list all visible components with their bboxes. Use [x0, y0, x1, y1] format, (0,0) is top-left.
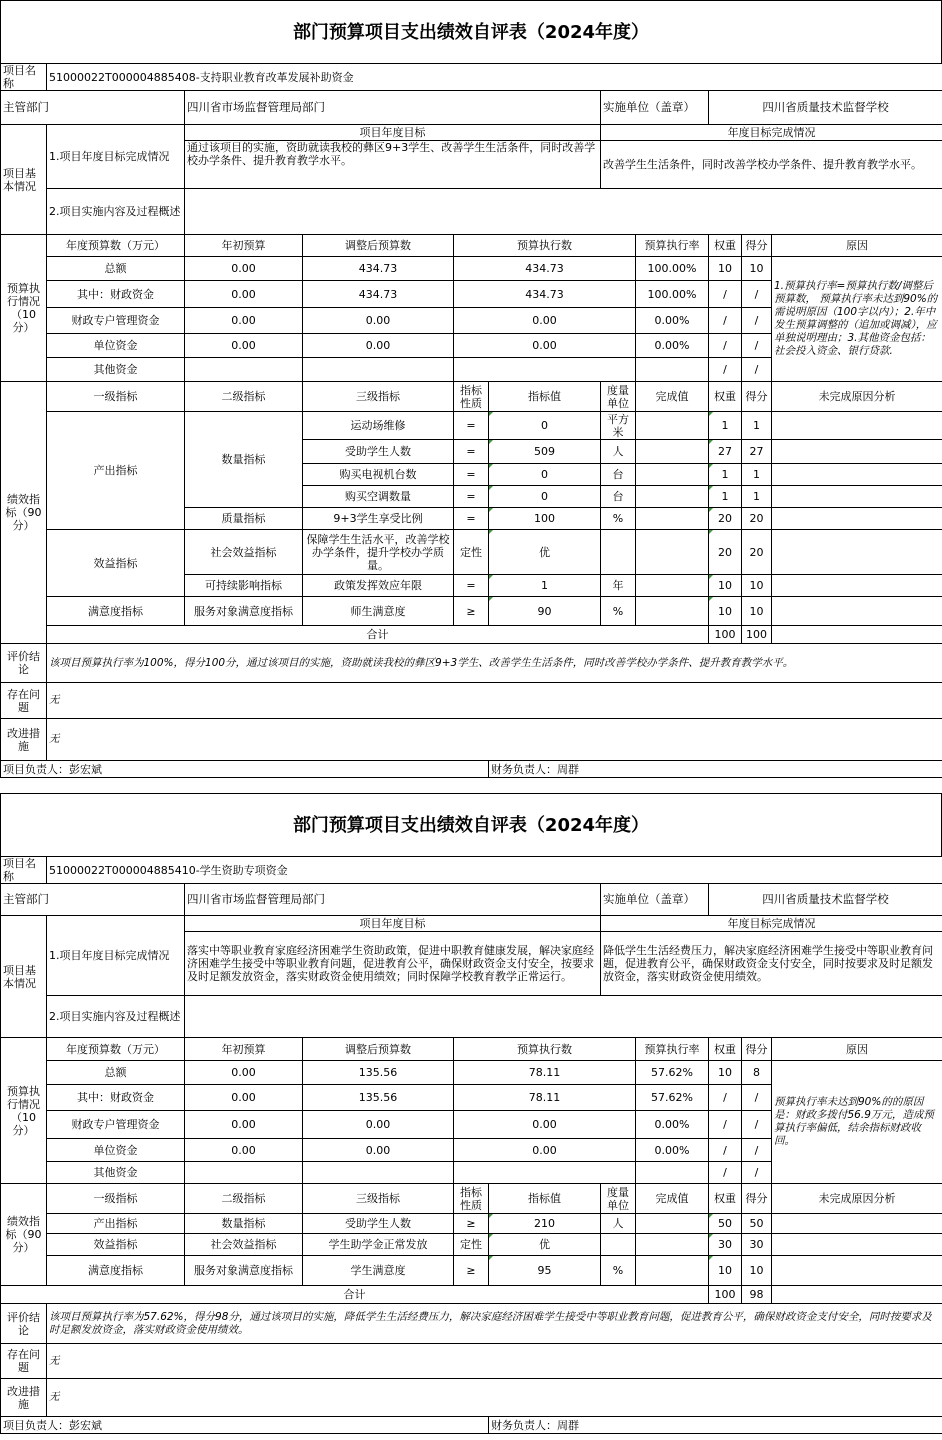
initial-budget-cell: 0.00: [185, 1061, 303, 1085]
exec-amount-cell: 78.11: [454, 1085, 636, 1111]
ind-value-cell: 0: [489, 486, 601, 508]
label-lvl2: 二级指标: [185, 382, 303, 412]
label-nature: 指标性质: [454, 382, 489, 412]
done-cell: [636, 412, 709, 440]
score-cell: /: [742, 1085, 772, 1111]
exec-rate-cell: 0.00%: [636, 1139, 709, 1162]
total-score: 98: [742, 1286, 772, 1304]
evaluation-table: [0, 63, 942, 778]
budget-row-label: 其中：财政资金: [47, 281, 185, 308]
label-initial-budget: 年初预算: [185, 235, 303, 257]
nature-cell: =: [454, 508, 489, 530]
ind-value-cell: 90: [489, 597, 601, 626]
weight-cell: 30: [709, 1234, 742, 1256]
adjusted-budget-cell: 135.56: [303, 1085, 454, 1111]
nature-cell: =: [454, 440, 489, 464]
done-cell: [636, 464, 709, 486]
finance-manager: 财务负责人：周群: [489, 761, 942, 778]
measures-text: 无: [47, 1379, 942, 1417]
score-cell: 1: [742, 412, 772, 440]
budget-row-label: 财政专户管理资金: [47, 1111, 185, 1139]
unit-cell: 台: [601, 486, 636, 508]
weight-cell: 10: [709, 597, 742, 626]
ind-value-cell: 1: [489, 575, 601, 597]
label-impl-content: 2.项目实施内容及过程概述: [47, 189, 185, 235]
unfinished-cell: [772, 412, 942, 440]
initial-budget-cell: 0.00: [185, 308, 303, 334]
ind-value-cell: 0: [489, 412, 601, 440]
label-goal-status: 年度目标完成情况: [601, 125, 942, 141]
label-goal-status: 年度目标完成情况: [601, 916, 942, 932]
label-annual-goal: 项目年度目标: [185, 916, 601, 932]
weight-cell: /: [709, 1111, 742, 1139]
lvl2-cell: 社会效益指标: [185, 1234, 303, 1256]
unit-cell: %: [601, 597, 636, 626]
lvl2-cell: 数量指标: [185, 412, 303, 508]
nature-cell: ≥: [454, 597, 489, 626]
lvl1-cell: 产出指标: [47, 412, 185, 530]
lvl3-cell: 购买电视机台数: [303, 464, 454, 486]
label-impl-unit: 实施单位（盖章）: [601, 91, 709, 125]
initial-budget-cell: [185, 358, 303, 382]
label-weight: 权重: [709, 382, 742, 412]
lvl1-cell: 产出指标: [47, 1214, 185, 1234]
total-weight: 100: [709, 626, 742, 644]
unit-cell: [601, 530, 636, 575]
label-problems: 存在问题: [1, 683, 47, 719]
lvl2-cell: 服务对象满意度指标: [185, 597, 303, 626]
lvl3-cell: 保障学生生活水平，改善学校办学条件，提升学校办学质量。: [303, 530, 454, 575]
done-cell: [636, 1256, 709, 1286]
dept-value: 四川省市场监督管理局部门: [185, 91, 601, 125]
finance-manager: 财务负责人：周群: [489, 1417, 942, 1434]
initial-budget-cell: 0.00: [185, 1139, 303, 1162]
label-perf: 绩效指标（90分）: [1, 1184, 47, 1286]
label-exec-amount: 预算执行数: [454, 235, 636, 257]
label-unfinished: 未完成原因分析: [772, 382, 942, 412]
nature-cell: =: [454, 412, 489, 440]
score-cell: /: [742, 281, 772, 308]
annual-goal-text: 通过该项目的实施，资助就读我校的彝区9+3学生、改善学生生活条件，同时改善学校办学条件、提升教育教学水平。: [185, 141, 601, 189]
total-blank: [772, 1286, 942, 1304]
ind-value-cell: 95: [489, 1256, 601, 1286]
label-budget-amount: 年度预算数（万元）: [47, 235, 185, 257]
label-unit: 度量单位: [601, 1184, 636, 1214]
weight-cell: /: [709, 1162, 742, 1184]
budget-row-label: 单位资金: [47, 1139, 185, 1162]
project-manager: 项目负责人：彭宏斌: [1, 761, 489, 778]
exec-amount-cell: 78.11: [454, 1061, 636, 1085]
exec-amount-cell: 0.00: [454, 308, 636, 334]
ind-value-cell: 优: [489, 530, 601, 575]
done-cell: [636, 440, 709, 464]
nature-cell: ≥: [454, 1214, 489, 1234]
sheet-title: 部门预算项目支出绩效自评表（2024年度）: [0, 793, 942, 856]
unit-cell: %: [601, 1256, 636, 1286]
budget-reason-text: 预算执行率未达到90%的的原因是：财政多拨付56.9万元，造成预算执行率偏低，结余指标财政收回。: [772, 1061, 942, 1184]
label-adjusted-budget: 调整后预算数: [303, 1038, 454, 1061]
weight-cell: 1: [709, 412, 742, 440]
label-completed: 完成值: [636, 382, 709, 412]
unfinished-cell: [772, 1214, 942, 1234]
label-budget-exec: 预算执行情况（10分）: [1, 1038, 47, 1184]
evaluation-text: 该项目预算执行率为57.62%，得分98分，通过该项目的实施，降低学生生活经费压力，解决家庭经济困难学生接受中等职业教育问题，促进教育公平，确保财政资金支付安全，同时按要求及时足额发放资金，落实财政资金使用绩效。: [47, 1304, 942, 1344]
lvl3-cell: 受助学生人数: [303, 1214, 454, 1234]
total-score: 100: [742, 626, 772, 644]
lvl2-cell: 服务对象满意度指标: [185, 1256, 303, 1286]
score-cell: /: [742, 308, 772, 334]
unfinished-cell: [772, 575, 942, 597]
adjusted-budget-cell: [303, 1162, 454, 1184]
score-cell: 30: [742, 1234, 772, 1256]
score-cell: /: [742, 334, 772, 358]
weight-cell: 10: [709, 257, 742, 281]
label-score: 得分: [742, 235, 772, 257]
label-total: 合计: [47, 626, 709, 644]
lvl3-cell: 受助学生人数: [303, 440, 454, 464]
label-nature: 指标性质: [454, 1184, 489, 1214]
adjusted-budget-cell: 0.00: [303, 1139, 454, 1162]
unit-cell: [601, 1234, 636, 1256]
label-weight: 权重: [709, 1038, 742, 1061]
label-unit: 度量单位: [601, 382, 636, 412]
label-unfinished: 未完成原因分析: [772, 1184, 942, 1214]
label-budget-amount: 年度预算数（万元）: [47, 1038, 185, 1061]
label-perf: 绩效指标（90分）: [1, 382, 47, 644]
label-project-name: 项目名称: [1, 64, 47, 91]
exec-rate-cell: 0.00%: [636, 334, 709, 358]
label-exec-rate: 预算执行率: [636, 1038, 709, 1061]
nature-cell: =: [454, 464, 489, 486]
ind-value-cell: 0: [489, 464, 601, 486]
weight-cell: 20: [709, 508, 742, 530]
adjusted-budget-cell: 434.73: [303, 257, 454, 281]
initial-budget-cell: 0.00: [185, 1085, 303, 1111]
adjusted-budget-cell: 0.00: [303, 1111, 454, 1139]
score-cell: 27: [742, 440, 772, 464]
label-exec-amount: 预算执行数: [454, 1038, 636, 1061]
lvl3-cell: 政策发挥效应年限: [303, 575, 454, 597]
exec-rate-cell: 57.62%: [636, 1085, 709, 1111]
exec-amount-cell: 0.00: [454, 334, 636, 358]
label-weight: 权重: [709, 235, 742, 257]
adjusted-budget-cell: 434.73: [303, 281, 454, 308]
unit-cell: %: [601, 508, 636, 530]
exec-rate-cell: 57.62%: [636, 1061, 709, 1085]
weight-cell: /: [709, 358, 742, 382]
exec-amount-cell: 0.00: [454, 1111, 636, 1139]
lvl3-cell: 运动场维修: [303, 412, 454, 440]
exec-amount-cell: [454, 358, 636, 382]
unfinished-cell: [772, 464, 942, 486]
label-ind-value: 指标值: [489, 1184, 601, 1214]
unfinished-cell: [772, 597, 942, 626]
exec-rate-cell: 0.00%: [636, 1111, 709, 1139]
label-evaluation: 评价结论: [1, 1304, 47, 1344]
impl-unit-value: 四川省质量技术监督学校: [709, 884, 942, 916]
lvl2-cell: 可持续影响指标: [185, 575, 303, 597]
unit-cell: 年: [601, 575, 636, 597]
adjusted-budget-cell: 135.56: [303, 1061, 454, 1085]
label-dept: 主管部门: [1, 884, 185, 916]
exec-rate-cell: [636, 1162, 709, 1184]
label-measures: 改进措施: [1, 1379, 47, 1417]
nature-cell: 定性: [454, 1234, 489, 1256]
score-cell: /: [742, 358, 772, 382]
problems-text: 无: [47, 1344, 942, 1379]
exec-amount-cell: 0.00: [454, 1139, 636, 1162]
impl-content-value: [185, 996, 942, 1038]
weight-cell: 10: [709, 1061, 742, 1085]
done-cell: [636, 508, 709, 530]
weight-cell: /: [709, 334, 742, 358]
evaluation-text: 该项目预算执行率为100%，得分100分，通过该项目的实施，资助就读我校的彝区9+3学生、改善学生生活条件，同时改善学校办学条件、提升教育教学水平。: [47, 644, 942, 683]
budget-row-label: 总额: [47, 1061, 185, 1085]
initial-budget-cell: 0.00: [185, 281, 303, 308]
label-lvl1: 一级指标: [47, 382, 185, 412]
exec-rate-cell: [636, 358, 709, 382]
label-measures: 改进措施: [1, 719, 47, 761]
adjusted-budget-cell: [303, 358, 454, 382]
budget-row-label: 单位资金: [47, 334, 185, 358]
score-cell: 50: [742, 1214, 772, 1234]
impl-content-value: [185, 189, 942, 235]
budget-reason-text: 1.预算执行率=预算执行数/调整后预算数， 预算执行率未达到90%的需说明原因（100字以内）；2.年中发生预算调整的（追加或调减），应单独说明理由；3.其他资金包括：社会投入资金、银行贷款.: [772, 257, 942, 382]
weight-cell: /: [709, 1085, 742, 1111]
exec-rate-cell: 100.00%: [636, 257, 709, 281]
project-name: 51000022T000004885410-学生资助专项资金: [47, 857, 942, 884]
weight-cell: 20: [709, 530, 742, 575]
done-cell: [636, 530, 709, 575]
nature-cell: ≥: [454, 1256, 489, 1286]
weight-cell: 10: [709, 1256, 742, 1286]
exec-rate-cell: 0.00%: [636, 308, 709, 334]
label-budget-exec: 预算执行情况（10分）: [1, 235, 47, 382]
exec-amount-cell: [454, 1162, 636, 1184]
label-impl-content: 2.项目实施内容及过程概述: [47, 996, 185, 1038]
unfinished-cell: [772, 1234, 942, 1256]
lvl1-cell: 满意度指标: [47, 597, 185, 626]
label-impl-unit: 实施单位（盖章）: [601, 884, 709, 916]
unit-cell: 人: [601, 1214, 636, 1234]
budget-row-label: 其他资金: [47, 1162, 185, 1184]
nature-cell: =: [454, 575, 489, 597]
adjusted-budget-cell: 0.00: [303, 334, 454, 358]
lvl2-cell: 社会效益指标: [185, 530, 303, 575]
label-exec-rate: 预算执行率: [636, 235, 709, 257]
lvl2-cell: 质量指标: [185, 508, 303, 530]
lvl3-cell: 师生满意度: [303, 597, 454, 626]
initial-budget-cell: 0.00: [185, 257, 303, 281]
score-cell: 10: [742, 257, 772, 281]
ind-value-cell: 509: [489, 440, 601, 464]
measures-text: 无: [47, 719, 942, 761]
problems-text: 无: [47, 683, 942, 719]
score-cell: /: [742, 1162, 772, 1184]
score-cell: 8: [742, 1061, 772, 1085]
label-project-name: 项目名称: [1, 857, 47, 884]
lvl3-cell: 学生满意度: [303, 1256, 454, 1286]
done-cell: [636, 1234, 709, 1256]
exec-amount-cell: 434.73: [454, 281, 636, 308]
evaluation-table: [0, 856, 942, 1434]
label-annual-goal: 项目年度目标: [185, 125, 601, 141]
unfinished-cell: [772, 1256, 942, 1286]
score-cell: 1: [742, 464, 772, 486]
label-problems: 存在问题: [1, 1344, 47, 1379]
label-adjusted-budget: 调整后预算数: [303, 235, 454, 257]
score-cell: /: [742, 1139, 772, 1162]
label-goal-completion: 1.项目年度目标完成情况: [47, 916, 185, 996]
nature-cell: 定性: [454, 530, 489, 575]
label-lvl3: 三级指标: [303, 382, 454, 412]
done-cell: [636, 575, 709, 597]
label-completed: 完成值: [636, 1184, 709, 1214]
score-cell: 1: [742, 486, 772, 508]
weight-cell: /: [709, 308, 742, 334]
unit-cell: 人: [601, 440, 636, 464]
lvl1-cell: 效益指标: [47, 530, 185, 597]
total-blank: [772, 626, 942, 644]
unfinished-cell: [772, 530, 942, 575]
annual-goal-text: 落实中等职业教育家庭经济困难学生资助政策，促进中职教育健康发展，解决家庭经济困难学生接受中等职业教育问题，促进教育公平，确保财政资金支付安全，按要求及时足额发放资金，落实财政资金使用绩效；同时保障学校教育教学正常运行。: [185, 932, 601, 996]
unit-cell: 台: [601, 464, 636, 486]
project-name: 51000022T000004885408-支持职业教育改革发展补助资金: [47, 64, 942, 91]
score-cell: /: [742, 1111, 772, 1139]
label-reason: 原因: [772, 1038, 942, 1061]
label-lvl2: 二级指标: [185, 1184, 303, 1214]
label-reason: 原因: [772, 235, 942, 257]
done-cell: [636, 597, 709, 626]
exec-rate-cell: 100.00%: [636, 281, 709, 308]
lvl3-cell: 学生助学金正常发放: [303, 1234, 454, 1256]
label-dept: 主管部门: [1, 91, 185, 125]
goal-status-text: 降低学生生活经费压力，解决家庭经济困难学生接受中等职业教育问题，促进教育公平，确保财政资金支付安全，同时按要求及时足额发放资金，落实财政资金使用绩效。: [601, 932, 942, 996]
label-lvl1: 一级指标: [47, 1184, 185, 1214]
label-basic-info: 项目基本情况: [1, 125, 47, 235]
goal-status-text: 改善学生生活条件，同时改善学校办学条件、提升教育教学水平。: [601, 141, 942, 189]
lvl3-cell: 9+3学生享受比例: [303, 508, 454, 530]
label-total: 合计: [1, 1286, 709, 1304]
weight-cell: 1: [709, 464, 742, 486]
label-score: 得分: [742, 1038, 772, 1061]
exec-amount-cell: 434.73: [454, 257, 636, 281]
initial-budget-cell: 0.00: [185, 334, 303, 358]
label-basic-info: 项目基本情况: [1, 916, 47, 1038]
impl-unit-value: 四川省质量技术监督学校: [709, 91, 942, 125]
label-score: 得分: [742, 1184, 772, 1214]
lvl2-cell: 数量指标: [185, 1214, 303, 1234]
weight-cell: 10: [709, 575, 742, 597]
dept-value: 四川省市场监督管理局部门: [185, 884, 601, 916]
weight-cell: /: [709, 1139, 742, 1162]
total-weight: 100: [709, 1286, 742, 1304]
weight-cell: 50: [709, 1214, 742, 1234]
label-ind-value: 指标值: [489, 382, 601, 412]
unfinished-cell: [772, 508, 942, 530]
label-initial-budget: 年初预算: [185, 1038, 303, 1061]
weight-cell: 1: [709, 486, 742, 508]
score-cell: 10: [742, 1256, 772, 1286]
weight-cell: 27: [709, 440, 742, 464]
project-manager: 项目负责人：彭宏斌: [1, 1417, 489, 1434]
weight-cell: /: [709, 281, 742, 308]
ind-value-cell: 优: [489, 1234, 601, 1256]
score-cell: 20: [742, 508, 772, 530]
done-cell: [636, 1214, 709, 1234]
budget-row-label: 其他资金: [47, 358, 185, 382]
lvl3-cell: 购买空调数量: [303, 486, 454, 508]
sheet-title: 部门预算项目支出绩效自评表（2024年度）: [0, 0, 942, 63]
nature-cell: =: [454, 486, 489, 508]
initial-budget-cell: 0.00: [185, 1111, 303, 1139]
done-cell: [636, 486, 709, 508]
label-goal-completion: 1.项目年度目标完成情况: [47, 125, 185, 189]
unit-cell: 平方米: [601, 412, 636, 440]
lvl1-cell: 效益指标: [47, 1234, 185, 1256]
label-weight: 权重: [709, 1184, 742, 1214]
ind-value-cell: 100: [489, 508, 601, 530]
unfinished-cell: [772, 486, 942, 508]
score-cell: 20: [742, 530, 772, 575]
unfinished-cell: [772, 440, 942, 464]
evaluation-sheet-2: [0, 793, 942, 1434]
adjusted-budget-cell: 0.00: [303, 308, 454, 334]
budget-row-label: 总额: [47, 257, 185, 281]
score-cell: 10: [742, 575, 772, 597]
label-score: 得分: [742, 382, 772, 412]
ind-value-cell: 210: [489, 1214, 601, 1234]
budget-row-label: 财政专户管理资金: [47, 308, 185, 334]
initial-budget-cell: [185, 1162, 303, 1184]
score-cell: 10: [742, 597, 772, 626]
label-evaluation: 评价结论: [1, 644, 47, 683]
lvl1-cell: 满意度指标: [47, 1256, 185, 1286]
label-lvl3: 三级指标: [303, 1184, 454, 1214]
budget-row-label: 其中：财政资金: [47, 1085, 185, 1111]
